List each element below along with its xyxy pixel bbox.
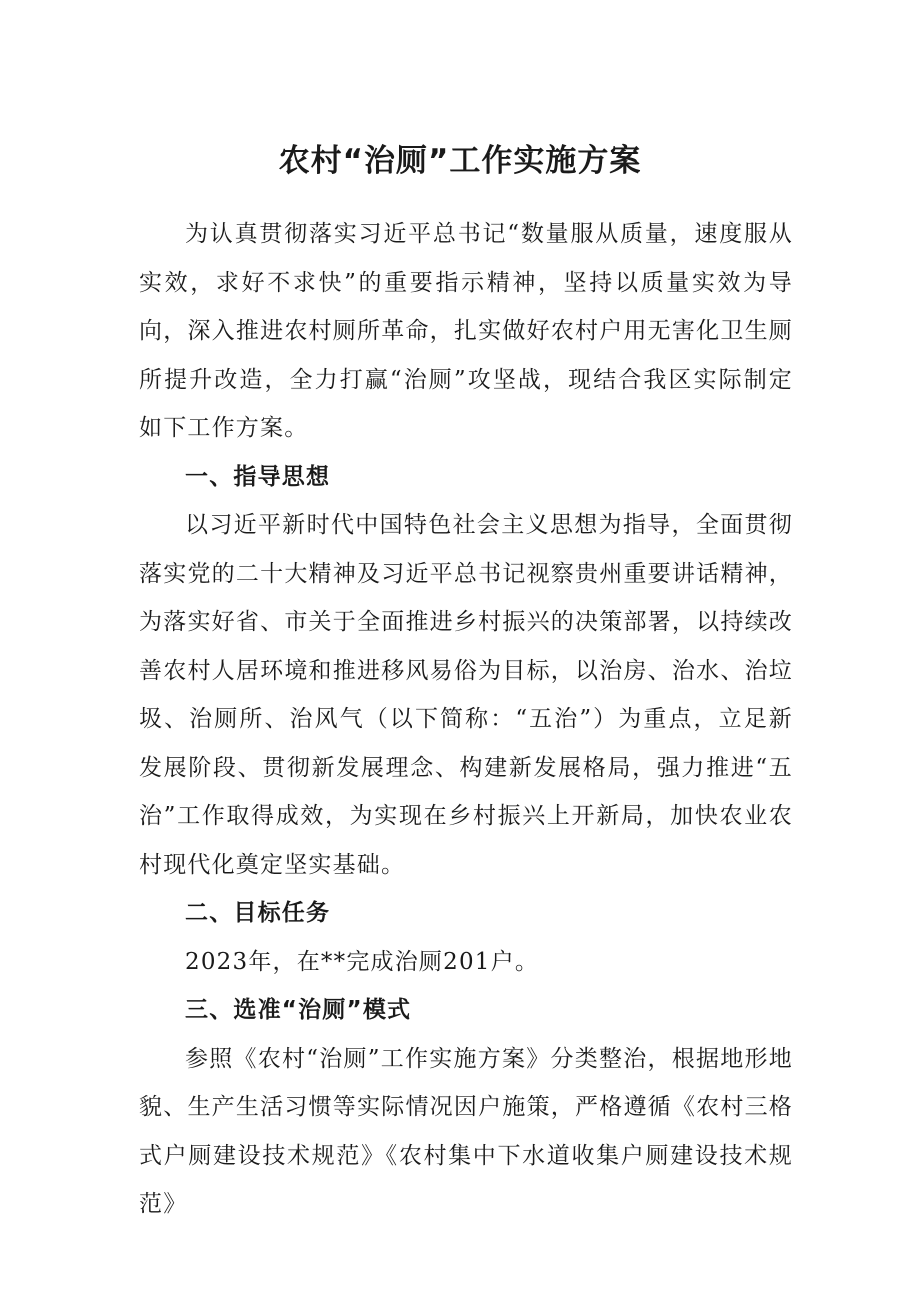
intro-paragraph: 为认真贯彻落实习近平总书记“数量服从质量，速度服从实效，求好不求快”的重要指示精神，坚持以质量实效为导向，深入推进农村厕所革命，扎实做好农村户用无害化卫生厕所提升改造，全力打赢“治厕”攻坚战，现结合我区实际制定如下工作方案。 bbox=[139, 221, 793, 441]
section-paragraph-toilet-mode: 参照《农村“治厕”工作实施方案》分类整治，根据地形地貌、生产生活习惯等实际情况因户施策，严格遵循《农村三格式户厕建设技术规范》《农村集中下水道收集户厕建设技术规范》 bbox=[139, 1045, 793, 1217]
document-body bbox=[139, 210, 793, 1229]
section-heading-toilet-mode: 三、选准“治厕”模式 bbox=[185, 997, 412, 1023]
section-paragraph-target-tasks: 2023年，在**完成治厕201户。 bbox=[185, 948, 540, 975]
document-title: 农村“治厕”工作实施方案 bbox=[278, 143, 642, 179]
section-paragraph-guiding-ideology: 以习近平新时代中国特色社会主义思想为指导，全面贯彻落实党的二十大精神及习近平总书记视察贵州重要讲话精神，为落实好省、市关于全面推进乡村振兴的决策部署，以持续改善农村人居环境和推进移风易俗为目标，以治房、治水、治垃圾、治厕所、治风气（以下简称：“五治”）为重点，立足新发展阶段、贯彻新发展理念、构建新发展格局，强力推进“五治”工作取得成效，为实现在乡村振兴上开新局，加快农业农村现代化奠定坚实基础。 bbox=[139, 512, 793, 878]
section-heading-guiding-ideology: 一、指导思想 bbox=[185, 463, 331, 490]
section-heading-target-tasks: 二、目标任务 bbox=[185, 900, 331, 926]
